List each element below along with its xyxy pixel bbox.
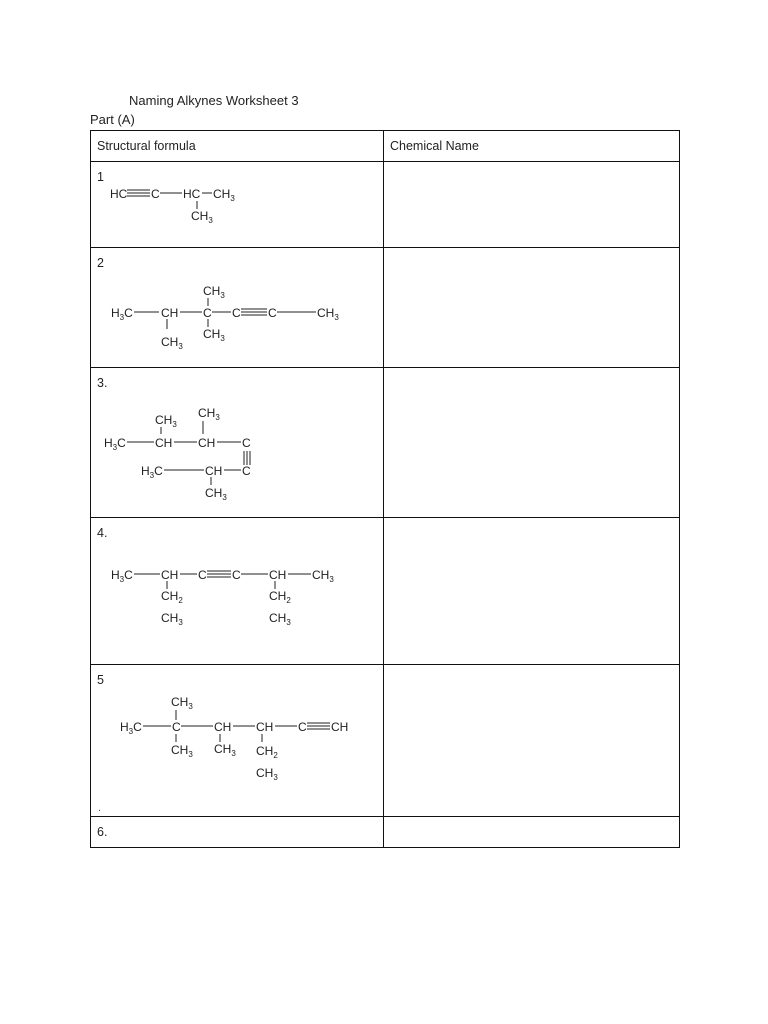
svg-text:CH: CH	[214, 720, 232, 734]
row-number: 1	[97, 170, 104, 184]
formula-2	[91, 248, 384, 367]
row-number: 3.	[97, 376, 108, 390]
svg-text:CH3: $CH_3$	[203, 284, 225, 300]
svg-text:H3C: $H_3C$	[104, 436, 126, 452]
svg-text:C: C	[242, 436, 251, 450]
svg-text:CH: CH	[155, 436, 173, 450]
svg-text:CH3: $CH_3$	[171, 743, 193, 759]
svg-text:HC: HC	[183, 187, 201, 201]
svg-text:CH: CH	[161, 568, 179, 582]
chemical-name-cell[interactable]	[384, 248, 680, 368]
table-row	[91, 518, 680, 665]
svg-text:H3C: $H_3C$	[111, 306, 133, 322]
chemical-name-cell[interactable]	[384, 817, 680, 848]
table-header-row	[91, 131, 680, 162]
svg-text:CH3: $CH_3$	[269, 611, 291, 627]
svg-text:CH2: $CH_2$	[256, 744, 278, 760]
chemical-name-cell[interactable]	[384, 162, 680, 248]
chemical-name-cell[interactable]	[384, 665, 680, 817]
svg-text:H3C: $H_3C$	[111, 568, 133, 584]
table-row	[91, 817, 680, 848]
svg-text:C: C	[232, 306, 241, 320]
row-number: 6.	[97, 825, 108, 839]
worksheet-table	[90, 130, 680, 848]
svg-text:CH2: $CH_2$	[161, 589, 183, 605]
svg-text:CH3: $CH_3$	[191, 209, 213, 225]
svg-text:C: C	[172, 720, 181, 734]
svg-text:CH3: $CH_3$	[256, 766, 278, 782]
svg-text:CH3: $CH_3$	[161, 335, 183, 351]
worksheet-title: Naming Alkynes Worksheet 3	[129, 93, 299, 108]
table-row	[91, 248, 680, 368]
svg-text:CH3: $CH_3$	[203, 327, 225, 343]
structural-formula-cell	[91, 518, 384, 665]
svg-text:CH3: $CH_3$	[312, 568, 334, 584]
svg-text:C: C	[232, 568, 241, 582]
table-row	[91, 368, 680, 518]
svg-text:HC: HC	[110, 187, 128, 201]
svg-text:C: C	[242, 464, 251, 478]
svg-text:CH: CH	[256, 720, 274, 734]
table-row	[91, 665, 680, 817]
header-chemical-name: Chemical Name	[384, 131, 680, 162]
chemical-name-cell[interactable]	[384, 368, 680, 518]
svg-text:C: C	[198, 568, 207, 582]
svg-text:C: C	[203, 306, 212, 320]
svg-text:CH3: $CH_3$	[317, 306, 339, 322]
svg-text:CH: CH	[331, 720, 349, 734]
row-marker: .	[98, 802, 102, 814]
chemical-name-cell[interactable]	[384, 518, 680, 665]
svg-text:CH3: $CH_3$	[205, 486, 227, 502]
structural-formula-cell	[91, 817, 384, 848]
svg-text:CH: CH	[269, 568, 287, 582]
structural-formula-cell	[91, 368, 384, 518]
svg-text:CH3: $CH_3$	[171, 695, 193, 711]
svg-text:CH3: $CH_3$	[198, 406, 220, 422]
svg-text:CH: CH	[161, 306, 179, 320]
structural-formula-cell	[91, 665, 384, 817]
structural-formula-cell	[91, 162, 384, 248]
svg-text:CH3: $CH_3$	[155, 413, 177, 429]
row-number: 5	[97, 673, 104, 687]
svg-text:H3C: $H_3C$	[141, 464, 163, 480]
formula-1	[91, 162, 384, 247]
structural-formula-cell	[91, 248, 384, 368]
svg-text:CH3: $CH_3$	[161, 611, 183, 627]
table-row	[91, 162, 680, 248]
svg-text:CH: CH	[198, 436, 216, 450]
svg-text:C: C	[151, 187, 160, 201]
svg-text:CH: CH	[205, 464, 223, 478]
header-structural-formula: Structural formula	[91, 131, 384, 162]
formula-4	[91, 518, 384, 664]
svg-text:C: C	[298, 720, 307, 734]
svg-text:H3C: $H_3C$	[120, 720, 142, 736]
row-number: 2	[97, 256, 104, 270]
svg-text:CH3: $CH_3$	[213, 187, 235, 203]
part-label: Part (A)	[90, 112, 135, 127]
formula-5	[91, 665, 384, 816]
row-number: 4.	[97, 526, 108, 540]
svg-text:CH2: $CH_2$	[269, 589, 291, 605]
svg-text:C: C	[268, 306, 277, 320]
svg-text:CH3: $CH_3$	[214, 742, 236, 758]
formula-3	[91, 368, 384, 517]
